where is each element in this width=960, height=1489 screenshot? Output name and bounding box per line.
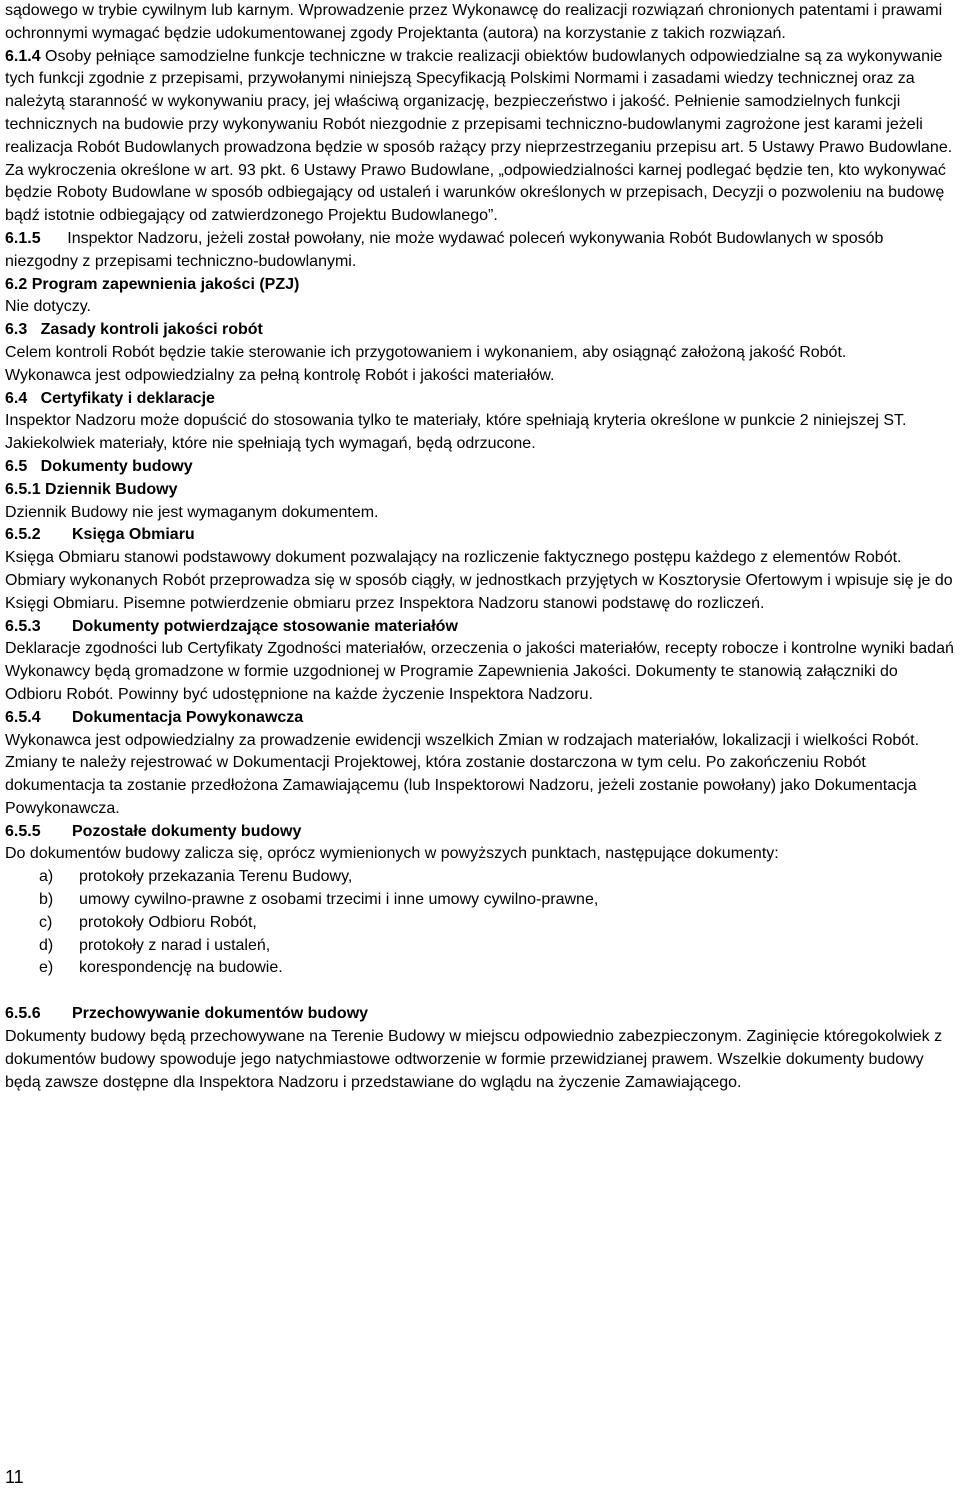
heading-title: Księga Obmiaru [72, 526, 195, 544]
heading-title: Certyfikaty i deklaracje [40, 389, 215, 407]
spacer [5, 980, 958, 1003]
heading-6-3 [5, 319, 958, 342]
heading-number: 6.5.3 [5, 617, 41, 635]
list-item-text: protokoły z narad i ustaleń, [79, 936, 271, 954]
section-6-5-4-p1: Wykonawca jest odpowiedzialny za prowadzenie ewidencji wszelkich Zmian w rodzajach materiałów, lokalizacji i wielkości Robót. [5, 731, 920, 749]
section-text-continued: Pełnienie samodzielnych funkcji technicznych na budowie przy wykonywaniu Robót niezgodnie z przepisami techniczno-budowlanymi zagrożone jest karami jeżeli realizacja Robót Budowlanych prowadzona będzie w sposób rażący przy nieprzestrzeganiu przepisu art. 5 Ustawy Prawo Budowlane. Za wykroczenia określone w art. 93 pkt. 6 Ustawy Prawo Budowlane, „odpowiedzialności karnej podlegać będzie ten, kto wykonywać będzie Roboty Budowlane w sposób odbiegający od ustaleń i warunków określonych w przepisach, Decyzji o pozwoleniu na budowę bądź istotnie odbiegający od zatwierdzonego Projektu Budowlanego”. [5, 93, 953, 225]
heading-title: Dokumenty potwierdzające stosowanie materiałów [72, 617, 458, 635]
heading-number: 6.5.4 [5, 708, 41, 726]
heading-6-5-3 [5, 616, 958, 639]
list-item [5, 957, 958, 980]
document-page [5, 0, 958, 1094]
section-6-3-p2: Wykonawca jest odpowiedzialny za pełną kontrolę Robót i jakości materiałów. [5, 366, 555, 384]
section-6-1-5 [5, 228, 958, 274]
list-item-label: e) [39, 959, 54, 977]
heading-6-5-5 [5, 821, 958, 844]
heading-number: 6.5.2 [5, 526, 41, 544]
list-item-text: umowy cywilno-prawne z osobami trzecimi i inne umowy cywilno-prawne, [79, 891, 599, 909]
page-number: 11 [5, 1467, 24, 1487]
heading-title: Pozostałe dokumenty budowy [72, 822, 302, 840]
list-item-text: korespondencję na budowie. [79, 959, 283, 977]
heading-6-5-1 [5, 479, 958, 502]
list-item-text: protokoły przekazania Terenu Budowy, [79, 868, 353, 886]
section-6-5-2-p2: Obmiary wykonanych Robót przeprowadza się w sposób ciągły, w jednostkach przyjętych w Kosztorysie Ofertowym i wpisuje się je do Księgi Obmiaru. Pisemne potwierdzenie obmiaru przez Inspektora Nadzoru stanowi podstawę do rozliczeń. [5, 571, 953, 612]
section-6-3-p1: Celem kontroli Robót będzie takie sterowanie ich przygotowaniem i wykonaniem, aby osiągnąć założoną jakość Robót. [5, 343, 847, 361]
heading-number: 6.4 [5, 389, 28, 407]
intro-paragraph: sądowego w trybie cywilnym lub karnym. Wprowadzenie przez Wykonawcę do realizacji rozwiązań chronionych patentami i prawami ochronnymi wymagać będzie udokumentowanej zgody Projektanta (autora) na korzystanie z takich rozwiązań. [5, 2, 943, 42]
heading-number: 6.5.5 [5, 822, 41, 840]
heading-number: 6.3 [5, 321, 28, 339]
heading-number: 6.5.1 [5, 480, 41, 498]
heading-title: Program zapewnienia jakości (PZJ) [31, 275, 300, 293]
heading-number: 6.2 [5, 275, 28, 293]
list-item [5, 866, 958, 889]
list-item-label: a) [39, 868, 54, 886]
heading-6-5 [5, 456, 958, 479]
heading-6-5-2 [5, 524, 958, 547]
heading-number: 6.5 [5, 457, 28, 475]
list-item-label: d) [39, 936, 54, 954]
heading-title: Dziennik Budowy [45, 480, 178, 498]
list-item [5, 912, 958, 935]
list-item [5, 935, 958, 958]
list-item-label: c) [39, 913, 53, 931]
section-6-2-text: Nie dotyczy. [5, 298, 91, 316]
documents-list [5, 866, 958, 980]
section-6-5-1-text: Dziennik Budowy nie jest wymaganym dokumentem. [5, 503, 379, 521]
section-6-1-4 [5, 46, 958, 228]
section-number: 6.1.5 [5, 229, 41, 247]
heading-title: Zasady kontroli jakości robót [40, 321, 263, 339]
section-6-4-p1: Inspektor Nadzoru może dopuścić do stosowania tylko te materiały, które spełniają kryteria określone w punkcie 2 niniejszej ST. [5, 412, 907, 430]
heading-6-5-4 [5, 707, 958, 730]
heading-6-2 [5, 274, 958, 297]
heading-6-4 [5, 388, 958, 411]
section-6-5-3-text: Deklaracje zgodności lub Certyfikaty Zgodności materiałów, orzeczenia o jakości materiałów, recepty robocze i kontrolne wyniki badań Wykonawcy będą gromadzone w formie uzgodnionej w Programie Zapewnienia Jakości. Dokumenty te stanowią załączniki do Odbioru Robót. Powinny być udostępnione na każde życzenie Inspektora Nadzoru. [5, 640, 954, 703]
section-6-5-6-text: Dokumenty budowy będą przechowywane na Terenie Budowy w miejscu odpowiednio zabezpieczonym. Zaginięcie któregokolwiek z dokumentów budowy spowoduje jego natychmiastowe odtworzenie w formie przewidzianej prawem. Wszelkie dokumenty budowy będą zawsze dostępne dla Inspektora Nadzoru i przedstawiane do wglądu na życzenie Zamawiającego. [5, 1028, 943, 1091]
list-item-text: protokoły Odbioru Robót, [79, 913, 257, 931]
section-text: Osoby pełniące samodzielne funkcje techniczne w trakcie realizacji obiektów budowlanych odpowiedzialne są za wykonywanie tych funkcji zgodnie z przepisami, przywołanymi niniejszą Specyfikacją Polskimi Normami i zasadami wiedzy technicznej oraz za należytą staranność w wykonywaniu pracy, jej właściwą organizację, bezpieczeństwo i jakość. [5, 47, 943, 111]
list-item-label: b) [39, 891, 54, 909]
heading-6-5-6 [5, 1003, 958, 1026]
section-number: 6.1.4 [5, 47, 41, 65]
list-item [5, 889, 958, 912]
section-6-4-p2: Jakiekolwiek materiały, które nie spełniają tych wymagań, będą odrzucone. [5, 435, 536, 453]
section-6-5-2-p1: Księga Obmiaru stanowi podstawowy dokument pozwalający na rozliczenie faktycznego postępu każdego z elementów Robót. [5, 549, 902, 567]
section-6-5-5-text: Do dokumentów budowy zalicza się, oprócz wymienionych w powyższych punktach, następujące dokumenty: [5, 845, 779, 863]
section-text: Inspektor Nadzoru, jeżeli został powołany, nie może wydawać poleceń wykonywania Robót Budowlanych w sposób niezgodny z przepisami techniczno-budowlanymi. [5, 229, 884, 270]
heading-number: 6.5.6 [5, 1005, 41, 1023]
heading-title: Dokumenty budowy [40, 457, 193, 475]
heading-title: Przechowywanie dokumentów budowy [72, 1005, 369, 1023]
heading-title: Dokumentacja Powykonawcza [72, 708, 304, 726]
section-6-5-4-p2: Zmiany te należy rejestrować w Dokumentacji Projektowej, która zostanie dostarczona w tym celu. Po zakończeniu Robót dokumentacja ta zostanie przedłożona Zamawiającemu (lub Inspektorowi Nadzoru, jeżeli zostanie powołany) jako Dokumentacja Powykonawcza. [5, 754, 917, 817]
